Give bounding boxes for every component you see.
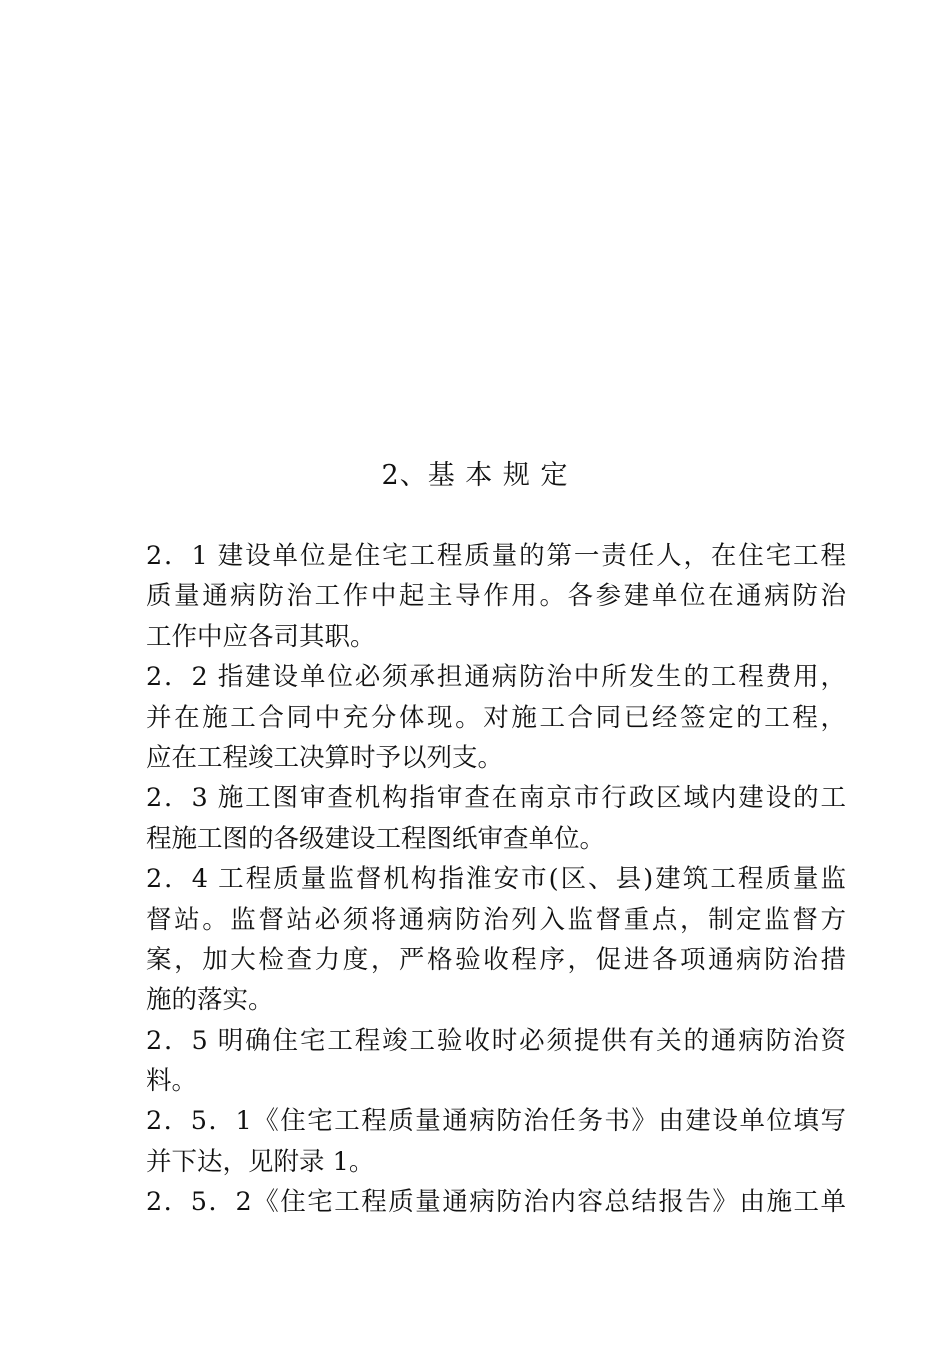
text-line: 案，加大检查力度，严格验收程序，促进各项通病防治措 — [146, 944, 846, 975]
text-line: 料。 — [146, 1066, 198, 1097]
paragraph-2-5-1 — [146, 1101, 846, 1182]
text-line: 2．2 指建设单位必须承担通病防治中所发生的工程费用， — [146, 662, 846, 693]
text-line: 2．5 明确住宅工程竣工验收时必须提供有关的通病防治资 — [146, 1025, 846, 1056]
text-line: 施的落实。 — [146, 985, 274, 1016]
text-line: 程施工图的各级建设工程图纸审查单位。 — [146, 823, 606, 854]
text-line: 2．3 施工图审查机构指审查在南京市行政区域内建设的工 — [146, 783, 846, 814]
paragraph-2-5-2 — [146, 1182, 846, 1222]
text-line: 并在施工合同中充分体现。对施工合同已经签定的工程， — [146, 702, 846, 733]
section-title: 2、基 本 规 定 — [381, 460, 569, 491]
paragraph-2-4 — [146, 859, 846, 1021]
document-body — [146, 536, 846, 1223]
text-line: 2．4 工程质量监督机构指淮安市(区、县)建筑工程质量监 — [146, 864, 846, 895]
paragraph-2-1 — [146, 536, 846, 657]
text-line: 2．5．1《住宅工程质量通病防治任务书》由建设单位填写 — [146, 1106, 846, 1137]
text-line: 督站。监督站必须将通病防治列入监督重点，制定监督方 — [146, 904, 846, 935]
paragraph-2-5 — [146, 1021, 846, 1102]
text-line: 工作中应各司其职。 — [146, 621, 376, 652]
text-line: 并下达，见附录 1。 — [146, 1146, 375, 1177]
paragraph-2-3 — [146, 778, 846, 859]
text-line: 应在工程竣工决算时予以列支。 — [146, 742, 504, 773]
paragraph-2-2 — [146, 657, 846, 778]
text-line: 质量通病防治工作中起主导作用。各参建单位在通病防治 — [146, 581, 846, 612]
text-line: 2．1 建设单位是住宅工程质量的第一责任人，在住宅工程 — [146, 541, 846, 571]
text-line: 2．5．2《住宅工程质量通病防治内容总结报告》由施工单 — [146, 1187, 846, 1218]
